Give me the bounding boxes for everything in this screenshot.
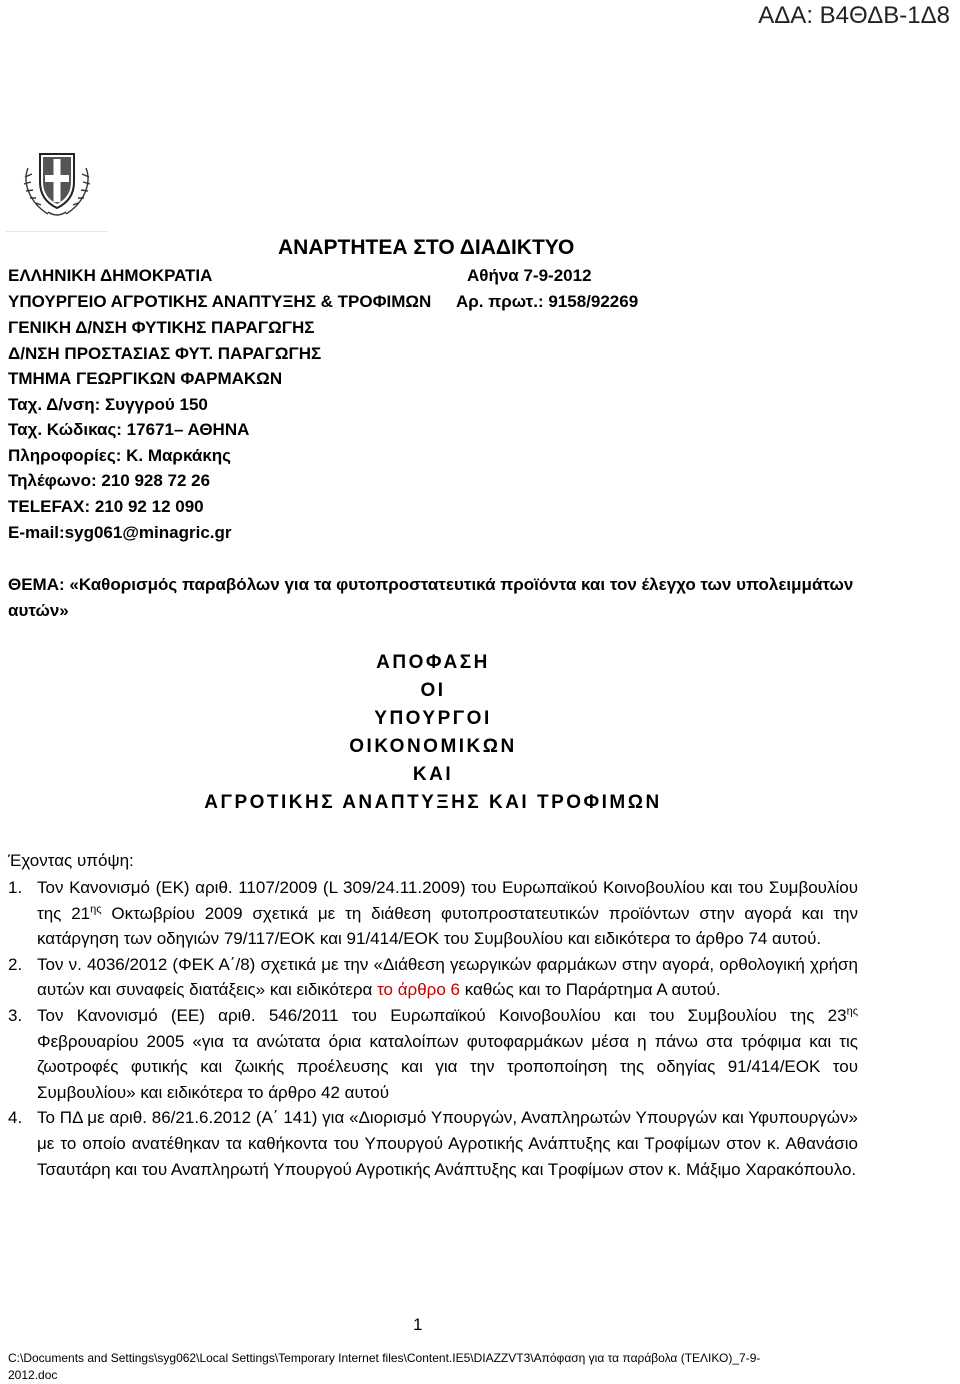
header-line: Δ/ΝΣΗ ΠΡΟΣΤΑΣΙΑΣ ΦΥΤ. ΠΑΡΑΓΩΓΗΣ xyxy=(8,344,322,363)
header-line: ΓΕΝΙΚΗ Δ/ΝΣΗ ΦΥΤΙΚΗΣ ΠΑΡΑΓΩΓΗΣ xyxy=(8,318,315,337)
protocol-number: Αρ. πρωτ.: 9158/92269 xyxy=(456,292,639,311)
header-line: Ταχ. Κώδικας: 17671– ΑΘΗΝΑ xyxy=(8,420,250,439)
header-line: ΤΜΗΜΑ ΓΕΩΡΓΙΚΩΝ ΦΑΡΜΑΚΩΝ xyxy=(8,369,283,388)
decision-line: ΥΠΟΥΡΓΟΙ xyxy=(374,708,492,729)
considering-label: Έχοντας υπόψη: xyxy=(8,851,134,870)
posted-online-heading: ΑΝΑΡΤΗΤΕΑ ΣΤΟ ΔΙΑΔΙΚΤΥΟ xyxy=(278,236,575,259)
item-text: Τον Κανονισμό (ΕΕ) αριθ. 546/2011 του Ευρωπαϊκού Κοινοβουλίου και του Συμβουλίου της 23 xyxy=(37,1005,847,1025)
item-text: Φεβρουαρίου 2005 «για τα ανώτατα όρια καταλοίπων φυτοφαρμάκων μέσα η πάνω στα τρόφιμα και τις ζωοτροφές φυτικής και ζωικής προέλευσης και για την τροποποίηση της οδηγίας 91/414/ΕΟΚ του Συμβουλίου» και ειδικότερα το άρθρο 42 αυτού xyxy=(37,1031,858,1102)
list-item xyxy=(8,1105,858,1182)
item-number: 2. xyxy=(8,954,23,974)
decision-line: ΟΙ xyxy=(420,680,446,701)
item-text: Οκτωβρίου 2009 σχετικά με τη διάθεση φυτοπροστατευτικών προϊόντων στην αγορά και την κατάργηση των οδηγιών 79/117/ΕΟΚ και 91/414/ΕΟΚ του Συμβουλίου και ειδικότερα το άρθρο 74 αυτού. xyxy=(37,903,858,949)
ada-code: ΑΔΑ: Β4ΘΔΒ-1Δ8 xyxy=(758,2,950,29)
header-line: ΥΠΟΥΡΓΕΙΟ ΑΓΡΟΤΙΚΗΣ ΑΝΑΠΤΥΞΗΣ & ΤΡΟΦΙΜΩΝ xyxy=(8,292,432,311)
greek-emblem-icon xyxy=(8,128,106,226)
header-line: ΕΛΛΗΝΙΚΗ ΔΗΜΟΚΡΑΤΙΑ xyxy=(8,266,213,285)
list-item xyxy=(8,952,858,1003)
item-highlight: το άρθρο 6 xyxy=(377,980,460,1000)
subject-line: ΘΕΜΑ: «Καθορισμός παραβόλων για τα φυτοπροστατευτικά προϊόντα και τον έλεγχο των υπολειμμάτων αυτών» xyxy=(8,575,854,620)
list-item xyxy=(8,875,858,952)
page-number: 1 xyxy=(413,1315,423,1334)
item-text: Τον ν. 4036/2012 (ΦΕΚ Α΄/8) σχετικά με την «Διάθεση γεωργικών φαρμάκων στην αγορά, ορθολογική χρήση αυτών και συναφείς διατάξεις» και ειδικότερα xyxy=(37,954,858,1000)
decision-line: ΚΑΙ xyxy=(412,764,454,785)
item-number: 1. xyxy=(8,878,23,897)
item-text: Το ΠΔ με αριθ. 86/21.6.2012 (Α΄ 141) για «Διορισμό Υπουργών, Αναπληρωτών Υπουργών και Υφυπουργών» με το οποίο ανατέθηκαν τα καθήκοντα του Υπουργού Αγροτικής Ανάπτυξης και Τροφίμων στον κ. Αθανάσιο Τσαυτάρη και του Αναπληρωτή Υπουργού Αγροτικής Ανάπτυξης και Τροφίμων στον κ. Μάξιμο Χαρακόπουλο. xyxy=(37,1108,858,1179)
header-line: E-mail:syg061@minagric.gr xyxy=(8,523,232,542)
document-date: Αθήνα 7-9-2012 xyxy=(467,266,592,285)
item-number: 3. xyxy=(8,1005,23,1025)
item-superscript: ης xyxy=(90,902,102,915)
file-path-footer: C:\Documents and Settings\syg062\Local Settings\Temporary Internet files\Content.IE5\DIAZZVT3\Απόφαση για τα παράβολα (ΤΕΛΙΚΟ)_7-9-2012.doc xyxy=(8,1351,761,1382)
list-item xyxy=(8,1003,858,1105)
header-line: Τηλέφωνο: 210 928 72 26 xyxy=(8,471,211,490)
header-line: Πληροφορίες: Κ. Μαρκάκης xyxy=(8,446,232,465)
considerations-list xyxy=(8,875,858,1182)
decision-title: ΑΠΟΦΑΣΗ xyxy=(376,652,490,673)
emblem-divider xyxy=(6,231,108,232)
decision-line: ΑΓΡΟΤΙΚΗΣ ΑΝΑΠΤΥΞΗΣ ΚΑΙ ΤΡΟΦΙΜΩΝ xyxy=(204,792,662,813)
header-line: Ταχ. Δ/νση: Συγγρού 150 xyxy=(8,395,208,414)
item-number: 4. xyxy=(8,1108,23,1128)
header-line: TELEFAX: 210 92 12 090 xyxy=(8,497,204,516)
item-superscript: ης xyxy=(846,1005,858,1018)
item-text: Τον Κανονισμό (ΕΚ) αριθ. 1107/2009 (L 309/24.11.2009) του Ευρωπαϊκού Κοινοβουλίου και του Συμβουλίου της 21 xyxy=(37,878,858,923)
item-text: καθώς και το Παράρτημα Α αυτού. xyxy=(460,980,721,1000)
decision-line: ΟΙΚΟΝΟΜΙΚΩΝ xyxy=(349,736,517,757)
